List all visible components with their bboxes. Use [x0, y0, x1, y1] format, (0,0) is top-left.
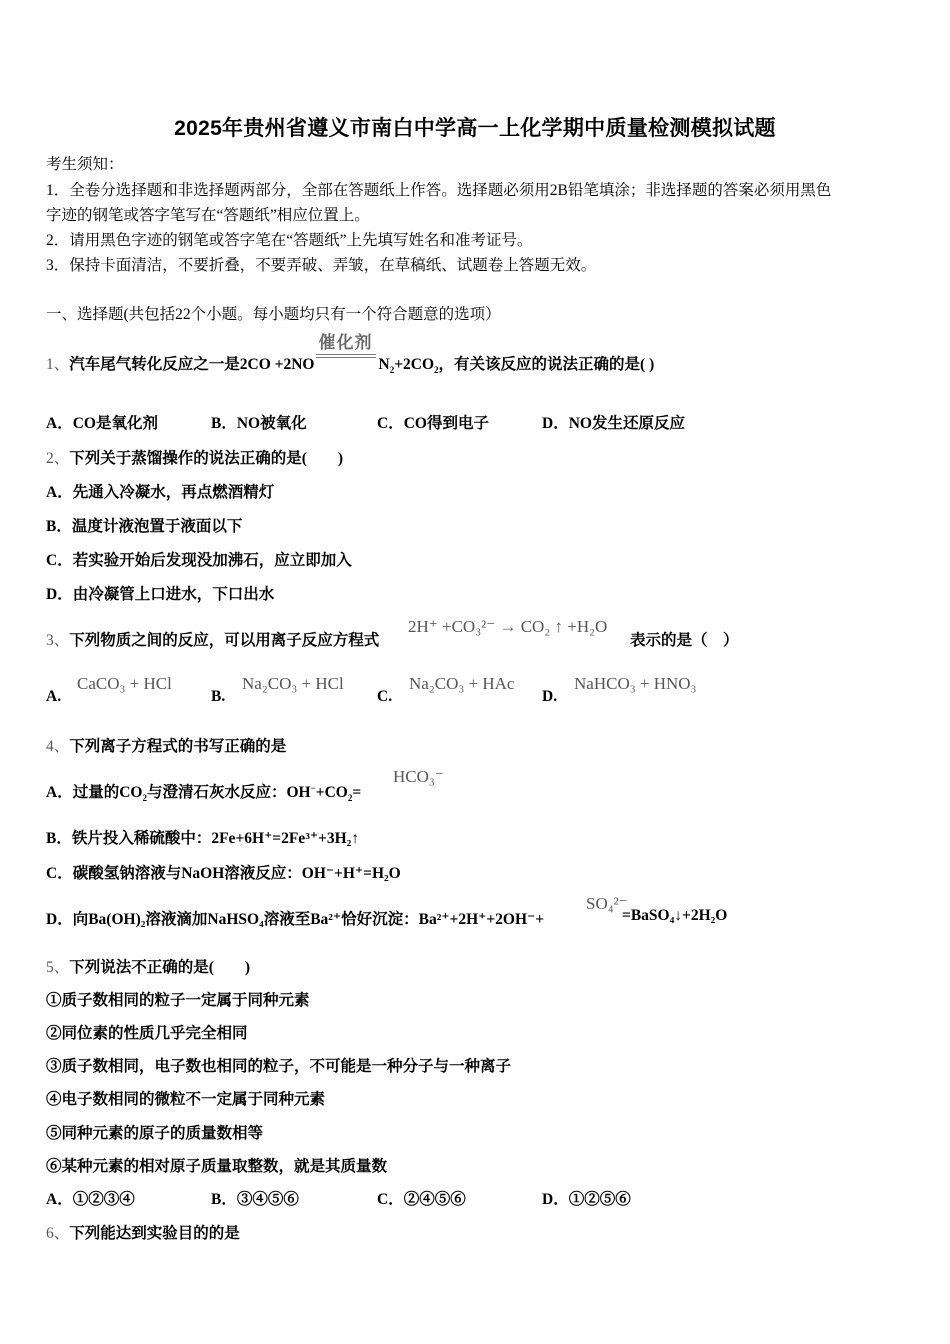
question-5-stem: 5、下列说法不正确的是( ) [46, 959, 251, 976]
question-1-stem: 1、汽车尾气转化反应之一是2CO +2NO 催化剂 $N_2+2CO_2$，有关该反应的说法正确的是( ) [46, 352, 654, 374]
q5-statement-6: ⑥某种元素的相对原子质量取整数，就是其质量数 [46, 1158, 388, 1175]
q4-option-c[interactable]: C．碳酸氢钠溶液与NaOH溶液反应：OH⁻+H⁺=H₂O [46, 865, 401, 882]
q4-option-d[interactable]: D．向Ba(OH)₂溶液滴加NaHSO₄溶液至Ba²⁺恰好沉淀：Ba²⁺+2H⁺+2OH⁻+ [46, 911, 545, 928]
question-number: 1、 [46, 356, 70, 373]
q2-option-d[interactable]: D．由冷凝管上口进水，下口出水 [46, 586, 275, 603]
q3-option-b-letter[interactable]: B. [211, 688, 226, 705]
bicarbonate-ion: HCO₃⁻ [393, 767, 444, 786]
ionic-equation: 2H⁺ +CO₃²⁻ → CO₂ ↑ +H₂O [408, 617, 608, 636]
q4-option-d-end: =BaSO₄↓+2H₂O [622, 907, 728, 924]
question-6-stem: 6、下列能达到实验目的的是 [46, 1225, 240, 1242]
q3-option-c-letter[interactable]: C. [377, 688, 393, 705]
catalyst-arrow [316, 333, 376, 374]
question-3-stem: 3、下列物质之间的反应，可以用离子反应方程式 [46, 632, 380, 649]
q3-option-a-formula: CaCO₃ + HCl [77, 674, 172, 693]
q5-option-d[interactable]: D．①②⑤⑥ [542, 1191, 631, 1208]
q1-option-c[interactable]: C．CO得到电子 [377, 415, 489, 432]
notice-heading: 考生须知： [46, 156, 124, 173]
q4-option-a[interactable]: A．过量的$CO_2$与澄清石灰水反应：$OH^-+CO_2=$ [46, 782, 362, 804]
q1-option-d[interactable]: D．NO发生还原反应 [542, 415, 685, 432]
question-4-stem: 4、下列离子方程式的书写正确的是 [46, 738, 287, 755]
q1-option-b[interactable]: B．NO被氧化 [211, 415, 307, 432]
q5-statement-3: ③质子数相同，电子数也相同的粒子，不可能是一种分子与一种离子 [46, 1058, 512, 1075]
q5-option-b[interactable]: B．③④⑤⑥ [211, 1191, 299, 1208]
q5-option-a[interactable]: A．①②③④ [46, 1191, 135, 1208]
q5-option-c[interactable]: C．②④⑤⑥ [377, 1191, 466, 1208]
q4-option-b[interactable]: B．铁片投入稀硫酸中：2Fe+6H⁺=2Fe³⁺+3H₂↑ [46, 830, 360, 847]
catalyst-label: 催化剂 [318, 333, 373, 352]
q3-option-d-letter[interactable]: D. [542, 688, 558, 705]
question-3-stem-end: 表示的是（ ） [630, 632, 739, 649]
q3-option-c-formula: Na₂CO₃ + HAc [409, 674, 515, 693]
sulfate-ion: SO₄²⁻ [586, 894, 628, 913]
q3-option-d-formula: NaHCO₃ + HNO₃ [574, 674, 697, 693]
page-title: 2025年贵州省遵义市南白中学高一上化学期中质量检测模拟试题 [174, 117, 776, 140]
q5-statement-4: ④电子数相同的微粒不一定属于同种元素 [46, 1091, 326, 1108]
q5-statement-5: ⑤同种元素的原子的质量数相等 [46, 1125, 264, 1142]
question-2-stem: 2、下列关于蒸馏操作的说法正确的是( ) [46, 450, 344, 467]
q1-option-a[interactable]: A．CO是氧化剂 [46, 415, 158, 432]
notice-item-2: 2．请用黑色字迹的钢笔或答字笔在“答题纸”上先填写姓名和准考证号。 [46, 232, 533, 249]
q2-option-b[interactable]: B．温度计液泡置于液面以下 [46, 518, 243, 535]
q2-option-c[interactable]: C．若实验开始后发现没加沸石，应立即加入 [46, 552, 352, 569]
q5-statement-1: ①质子数相同的粒子一定属于同种元素 [46, 992, 310, 1009]
notice-item-1: 1．全卷分选择题和非选择题两部分，全部在答题纸上作答。选择题必须用2B铅笔填涂；非选择题的答案必须用黑色 [46, 182, 832, 199]
q3-option-a-letter[interactable]: A. [46, 688, 62, 705]
q3-option-b-formula: Na₂CO₃ + HCl [242, 674, 344, 693]
section-heading: 一、选择题(共包括22个小题。每小题均只有一个符合题意的选项） [46, 306, 501, 323]
q5-statement-2: ②同位素的性质几乎完全相同 [46, 1025, 248, 1042]
q2-option-a[interactable]: A．先通入冷凝水，再点燃酒精灯 [46, 484, 275, 501]
notice-item-1-cont: 字迹的钢笔或答字笔写在“答题纸”相应位置上。 [46, 207, 370, 224]
equals-double-line [316, 354, 376, 358]
notice-item-3: 3．保持卡面清洁，不要折叠，不要弄破、弄皱，在草稿纸、试题卷上答题无效。 [46, 257, 597, 274]
